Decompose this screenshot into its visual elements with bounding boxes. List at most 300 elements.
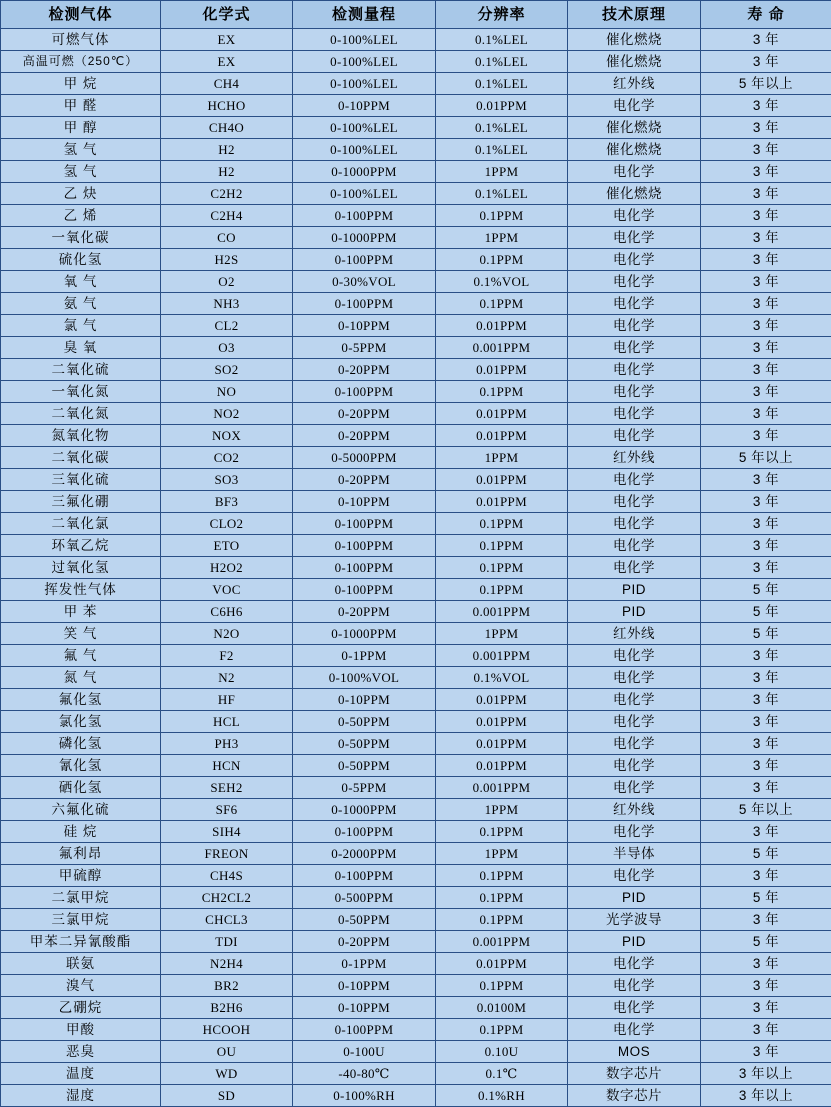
cell-lifetime: 3 年: [701, 557, 831, 579]
cell-resolution: 1PPM: [436, 161, 568, 183]
cell-formula: HCN: [161, 755, 293, 777]
cell-lifetime: 3 年: [701, 865, 831, 887]
table-row: [1, 799, 831, 821]
cell-principle: 红外线: [568, 623, 701, 645]
cell-range: -40-80℃: [293, 1063, 436, 1085]
column-header-gas: 检测气体: [1, 1, 161, 29]
cell-lifetime: 3 年: [701, 1019, 831, 1041]
cell-principle: 电化学: [568, 469, 701, 491]
table-row: [1, 73, 831, 95]
cell-resolution: 0.1%LEL: [436, 51, 568, 73]
cell-formula: WD: [161, 1063, 293, 1085]
cell-formula: CHCL3: [161, 909, 293, 931]
cell-range: 0-100%LEL: [293, 117, 436, 139]
cell-range: 0-100PPM: [293, 513, 436, 535]
cell-principle: 电化学: [568, 161, 701, 183]
cell-principle: 数字芯片: [568, 1085, 701, 1107]
cell-gas: 挥发性气体: [1, 579, 161, 601]
cell-lifetime: 3 年: [701, 117, 831, 139]
table-row: [1, 975, 831, 997]
cell-range: 0-20PPM: [293, 469, 436, 491]
cell-gas: 氢 气: [1, 161, 161, 183]
cell-range: 0-100PPM: [293, 381, 436, 403]
cell-formula: ETO: [161, 535, 293, 557]
cell-resolution: 0.01PPM: [436, 953, 568, 975]
cell-resolution: 0.1PPM: [436, 909, 568, 931]
cell-resolution: 0.1%LEL: [436, 29, 568, 51]
cell-principle: 红外线: [568, 73, 701, 95]
cell-resolution: 1PPM: [436, 227, 568, 249]
cell-gas: 氟 气: [1, 645, 161, 667]
cell-resolution: 0.01PPM: [436, 403, 568, 425]
table-row: [1, 315, 831, 337]
cell-formula: OU: [161, 1041, 293, 1063]
cell-lifetime: 3 年: [701, 293, 831, 315]
cell-resolution: 1PPM: [436, 623, 568, 645]
cell-principle: 电化学: [568, 997, 701, 1019]
cell-lifetime: 3 年: [701, 29, 831, 51]
table-row: [1, 271, 831, 293]
cell-principle: 电化学: [568, 315, 701, 337]
cell-gas: 臭 氧: [1, 337, 161, 359]
table-row: [1, 623, 831, 645]
cell-principle: 催化燃烧: [568, 117, 701, 139]
cell-lifetime: 3 年: [701, 909, 831, 931]
cell-formula: O3: [161, 337, 293, 359]
cell-range: 0-10PPM: [293, 975, 436, 997]
cell-formula: CLO2: [161, 513, 293, 535]
cell-principle: 电化学: [568, 271, 701, 293]
table-row: [1, 1063, 831, 1085]
cell-formula: SEH2: [161, 777, 293, 799]
cell-range: 0-100PPM: [293, 249, 436, 271]
cell-resolution: 0.1PPM: [436, 821, 568, 843]
table-body: [1, 29, 831, 1107]
column-header-formula: 化学式: [161, 1, 293, 29]
cell-lifetime: 3 年: [701, 161, 831, 183]
cell-range: 0-20PPM: [293, 425, 436, 447]
cell-range: 0-100PPM: [293, 205, 436, 227]
table-row: [1, 601, 831, 623]
cell-range: 0-1PPM: [293, 953, 436, 975]
cell-formula: B2H6: [161, 997, 293, 1019]
cell-formula: NH3: [161, 293, 293, 315]
cell-principle: 电化学: [568, 975, 701, 997]
table-row: [1, 227, 831, 249]
cell-principle: 半导体: [568, 843, 701, 865]
table-row: [1, 293, 831, 315]
cell-principle: 电化学: [568, 711, 701, 733]
cell-range: 0-50PPM: [293, 909, 436, 931]
cell-gas: 甲苯二异氰酸酯: [1, 931, 161, 953]
cell-gas: 一氧化氮: [1, 381, 161, 403]
cell-gas: 乙 烯: [1, 205, 161, 227]
table-row: [1, 777, 831, 799]
table-row: [1, 733, 831, 755]
cell-range: 0-100PPM: [293, 557, 436, 579]
cell-range: 0-10PPM: [293, 315, 436, 337]
cell-principle: 电化学: [568, 1019, 701, 1041]
cell-formula: H2S: [161, 249, 293, 271]
cell-range: 0-10PPM: [293, 491, 436, 513]
cell-resolution: 0.001PPM: [436, 337, 568, 359]
cell-gas: 氮 气: [1, 667, 161, 689]
cell-resolution: 0.1PPM: [436, 293, 568, 315]
cell-resolution: 0.0100M: [436, 997, 568, 1019]
cell-lifetime: 5 年: [701, 843, 831, 865]
cell-gas: 联氨: [1, 953, 161, 975]
cell-resolution: 0.01PPM: [436, 315, 568, 337]
table-row: [1, 205, 831, 227]
table-row: [1, 139, 831, 161]
cell-resolution: 1PPM: [436, 843, 568, 865]
cell-resolution: 0.1℃: [436, 1063, 568, 1085]
cell-gas: 氢 气: [1, 139, 161, 161]
cell-lifetime: 3 年: [701, 359, 831, 381]
cell-lifetime: 3 年: [701, 953, 831, 975]
column-header-principle: 技术原理: [568, 1, 701, 29]
cell-formula: CH4: [161, 73, 293, 95]
cell-lifetime: 3 年: [701, 667, 831, 689]
cell-range: 0-100%LEL: [293, 139, 436, 161]
cell-gas: 甲酸: [1, 1019, 161, 1041]
cell-principle: 电化学: [568, 821, 701, 843]
cell-principle: MOS: [568, 1041, 701, 1063]
cell-lifetime: 5 年: [701, 623, 831, 645]
cell-resolution: 0.01PPM: [436, 491, 568, 513]
cell-lifetime: 3 年: [701, 711, 831, 733]
cell-resolution: 0.01PPM: [436, 95, 568, 117]
cell-gas: 氧 气: [1, 271, 161, 293]
cell-range: 0-10PPM: [293, 95, 436, 117]
cell-resolution: 0.1PPM: [436, 381, 568, 403]
table-row: [1, 821, 831, 843]
cell-lifetime: 3 年: [701, 997, 831, 1019]
table-row: [1, 381, 831, 403]
cell-lifetime: 3 年: [701, 513, 831, 535]
cell-principle: 电化学: [568, 535, 701, 557]
cell-principle: 电化学: [568, 249, 701, 271]
cell-formula: C6H6: [161, 601, 293, 623]
cell-lifetime: 3 年: [701, 139, 831, 161]
cell-formula: H2: [161, 139, 293, 161]
cell-principle: PID: [568, 601, 701, 623]
cell-principle: 电化学: [568, 227, 701, 249]
cell-lifetime: 5 年以上: [701, 799, 831, 821]
cell-formula: H2: [161, 161, 293, 183]
cell-resolution: 0.1PPM: [436, 249, 568, 271]
cell-lifetime: 3 年: [701, 227, 831, 249]
cell-lifetime: 3 年: [701, 733, 831, 755]
cell-resolution: 0.01PPM: [436, 359, 568, 381]
cell-gas: 笑 气: [1, 623, 161, 645]
table-row: [1, 491, 831, 513]
cell-lifetime: 5 年: [701, 601, 831, 623]
table-row: [1, 579, 831, 601]
table-row: [1, 865, 831, 887]
cell-lifetime: 3 年: [701, 205, 831, 227]
table-row: [1, 359, 831, 381]
cell-principle: 电化学: [568, 337, 701, 359]
cell-range: 0-100PPM: [293, 579, 436, 601]
cell-gas: 三氧化硫: [1, 469, 161, 491]
cell-gas: 氨 气: [1, 293, 161, 315]
cell-range: 0-50PPM: [293, 711, 436, 733]
cell-formula: VOC: [161, 579, 293, 601]
table-row: [1, 469, 831, 491]
cell-formula: NO: [161, 381, 293, 403]
cell-range: 0-100PPM: [293, 865, 436, 887]
cell-principle: 电化学: [568, 95, 701, 117]
table-row: [1, 953, 831, 975]
cell-resolution: 0.1%VOL: [436, 271, 568, 293]
table-row: [1, 535, 831, 557]
cell-formula: NOX: [161, 425, 293, 447]
cell-lifetime: 5 年以上: [701, 447, 831, 469]
cell-range: 0-2000PPM: [293, 843, 436, 865]
cell-range: 0-50PPM: [293, 733, 436, 755]
cell-resolution: 0.1PPM: [436, 535, 568, 557]
cell-principle: 红外线: [568, 447, 701, 469]
cell-principle: 电化学: [568, 953, 701, 975]
cell-resolution: 0.1PPM: [436, 557, 568, 579]
cell-formula: CH4O: [161, 117, 293, 139]
cell-range: 0-100%LEL: [293, 51, 436, 73]
cell-lifetime: 5 年: [701, 931, 831, 953]
table-row: [1, 161, 831, 183]
cell-gas: 氟化氢: [1, 689, 161, 711]
cell-principle: 光学波导: [568, 909, 701, 931]
cell-lifetime: 3 年: [701, 183, 831, 205]
cell-range: 0-100PPM: [293, 535, 436, 557]
cell-principle: 电化学: [568, 513, 701, 535]
cell-principle: 电化学: [568, 359, 701, 381]
cell-lifetime: 3 年: [701, 249, 831, 271]
cell-formula: BF3: [161, 491, 293, 513]
cell-formula: C2H4: [161, 205, 293, 227]
table-row: [1, 447, 831, 469]
cell-resolution: 0.1PPM: [436, 205, 568, 227]
cell-range: 0-50PPM: [293, 755, 436, 777]
table-row: [1, 667, 831, 689]
cell-formula: SO2: [161, 359, 293, 381]
cell-resolution: 0.01PPM: [436, 425, 568, 447]
table-row: [1, 425, 831, 447]
table-row: [1, 51, 831, 73]
table-row: [1, 183, 831, 205]
cell-formula: FREON: [161, 843, 293, 865]
cell-range: 0-1000PPM: [293, 227, 436, 249]
cell-gas: 磷化氢: [1, 733, 161, 755]
cell-resolution: 0.1PPM: [436, 513, 568, 535]
cell-range: 0-1000PPM: [293, 623, 436, 645]
cell-gas: 甲 醇: [1, 117, 161, 139]
cell-lifetime: 3 年: [701, 271, 831, 293]
cell-resolution: 0.1%VOL: [436, 667, 568, 689]
table-row: [1, 1085, 831, 1107]
cell-resolution: 0.1%LEL: [436, 183, 568, 205]
cell-principle: 电化学: [568, 865, 701, 887]
cell-range: 0-5PPM: [293, 337, 436, 359]
cell-gas: 一氧化碳: [1, 227, 161, 249]
cell-resolution: 0.1%LEL: [436, 117, 568, 139]
table-row: [1, 887, 831, 909]
cell-lifetime: 3 年: [701, 1041, 831, 1063]
cell-formula: BR2: [161, 975, 293, 997]
table-row: [1, 29, 831, 51]
cell-lifetime: 3 年: [701, 403, 831, 425]
cell-resolution: 0.01PPM: [436, 689, 568, 711]
cell-resolution: 0.1PPM: [436, 1019, 568, 1041]
cell-resolution: 0.1PPM: [436, 887, 568, 909]
cell-formula: EX: [161, 29, 293, 51]
cell-range: 0-100U: [293, 1041, 436, 1063]
cell-formula: SIH4: [161, 821, 293, 843]
cell-gas: 环氧乙烷: [1, 535, 161, 557]
cell-resolution: 0.1%LEL: [436, 139, 568, 161]
table-row: [1, 337, 831, 359]
cell-range: 0-20PPM: [293, 359, 436, 381]
column-header-range: 检测量程: [293, 1, 436, 29]
cell-principle: PID: [568, 887, 701, 909]
cell-principle: 电化学: [568, 425, 701, 447]
cell-lifetime: 3 年: [701, 755, 831, 777]
cell-formula: HCOOH: [161, 1019, 293, 1041]
cell-formula: CH2CL2: [161, 887, 293, 909]
cell-gas: 二氧化硫: [1, 359, 161, 381]
cell-principle: 催化燃烧: [568, 139, 701, 161]
cell-range: 0-100%VOL: [293, 667, 436, 689]
cell-gas: 过氧化氢: [1, 557, 161, 579]
cell-lifetime: 3 年: [701, 381, 831, 403]
cell-lifetime: 3 年: [701, 821, 831, 843]
cell-formula: HF: [161, 689, 293, 711]
table-row: [1, 843, 831, 865]
cell-formula: HCHO: [161, 95, 293, 117]
cell-principle: 电化学: [568, 689, 701, 711]
table-row: [1, 95, 831, 117]
cell-gas: 恶臭: [1, 1041, 161, 1063]
cell-formula: N2H4: [161, 953, 293, 975]
cell-gas: 可燃气体: [1, 29, 161, 51]
cell-principle: 电化学: [568, 293, 701, 315]
cell-lifetime: 3 年: [701, 975, 831, 997]
table-header-row: [1, 1, 831, 29]
cell-formula: C2H2: [161, 183, 293, 205]
cell-gas: 甲 醛: [1, 95, 161, 117]
cell-formula: PH3: [161, 733, 293, 755]
cell-range: 0-100%LEL: [293, 183, 436, 205]
cell-principle: PID: [568, 579, 701, 601]
cell-lifetime: 3 年: [701, 469, 831, 491]
cell-resolution: 0.1PPM: [436, 579, 568, 601]
table-row: [1, 1019, 831, 1041]
cell-lifetime: 5 年: [701, 579, 831, 601]
cell-principle: 催化燃烧: [568, 29, 701, 51]
table-row: [1, 249, 831, 271]
cell-resolution: 0.10U: [436, 1041, 568, 1063]
table-row: [1, 645, 831, 667]
cell-gas: 硫化氢: [1, 249, 161, 271]
cell-principle: 电化学: [568, 557, 701, 579]
table-row: [1, 513, 831, 535]
cell-resolution: 0.01PPM: [436, 711, 568, 733]
table-row: [1, 117, 831, 139]
cell-gas: 甲 苯: [1, 601, 161, 623]
table-row: [1, 689, 831, 711]
cell-formula: EX: [161, 51, 293, 73]
cell-gas: 温度: [1, 1063, 161, 1085]
cell-range: 0-5PPM: [293, 777, 436, 799]
cell-gas: 高温可燃（250℃）: [1, 51, 161, 73]
cell-gas: 湿度: [1, 1085, 161, 1107]
cell-lifetime: 3 年: [701, 491, 831, 513]
cell-range: 0-500PPM: [293, 887, 436, 909]
table-row: [1, 997, 831, 1019]
cell-formula: CH4S: [161, 865, 293, 887]
cell-principle: 催化燃烧: [568, 183, 701, 205]
cell-principle: 电化学: [568, 755, 701, 777]
cell-formula: F2: [161, 645, 293, 667]
cell-lifetime: 3 年以上: [701, 1085, 831, 1107]
cell-range: 0-1000PPM: [293, 799, 436, 821]
table-row: [1, 755, 831, 777]
cell-range: 0-20PPM: [293, 931, 436, 953]
cell-formula: HCL: [161, 711, 293, 733]
cell-gas: 氯 气: [1, 315, 161, 337]
cell-gas: 三氟化硼: [1, 491, 161, 513]
cell-principle: 电化学: [568, 403, 701, 425]
cell-formula: O2: [161, 271, 293, 293]
cell-gas: 乙硼烷: [1, 997, 161, 1019]
cell-resolution: 0.1%RH: [436, 1085, 568, 1107]
cell-range: 0-30%VOL: [293, 271, 436, 293]
cell-lifetime: 3 年: [701, 51, 831, 73]
cell-formula: SO3: [161, 469, 293, 491]
cell-range: 0-20PPM: [293, 601, 436, 623]
cell-gas: 甲硫醇: [1, 865, 161, 887]
cell-formula: CO2: [161, 447, 293, 469]
cell-gas: 氟利昂: [1, 843, 161, 865]
cell-principle: 电化学: [568, 205, 701, 227]
cell-formula: N2: [161, 667, 293, 689]
cell-principle: 电化学: [568, 491, 701, 513]
cell-gas: 硒化氢: [1, 777, 161, 799]
cell-resolution: 0.001PPM: [436, 645, 568, 667]
cell-formula: SF6: [161, 799, 293, 821]
cell-range: 0-10PPM: [293, 997, 436, 1019]
table-row: [1, 931, 831, 953]
cell-formula: SD: [161, 1085, 293, 1107]
cell-principle: 催化燃烧: [568, 51, 701, 73]
cell-gas: 二氯甲烷: [1, 887, 161, 909]
cell-lifetime: 3 年: [701, 689, 831, 711]
cell-range: 0-1000PPM: [293, 161, 436, 183]
cell-lifetime: 3 年: [701, 95, 831, 117]
column-header-lifetime: 寿 命: [701, 1, 831, 29]
cell-formula: H2O2: [161, 557, 293, 579]
cell-gas: 氰化氢: [1, 755, 161, 777]
cell-resolution: 0.01PPM: [436, 469, 568, 491]
cell-range: 0-100%LEL: [293, 73, 436, 95]
cell-range: 0-100%LEL: [293, 29, 436, 51]
cell-lifetime: 3 年: [701, 535, 831, 557]
cell-gas: 二氧化氮: [1, 403, 161, 425]
cell-gas: 三氯甲烷: [1, 909, 161, 931]
cell-resolution: 0.1PPM: [436, 865, 568, 887]
cell-lifetime: 3 年: [701, 315, 831, 337]
cell-lifetime: 3 年: [701, 645, 831, 667]
